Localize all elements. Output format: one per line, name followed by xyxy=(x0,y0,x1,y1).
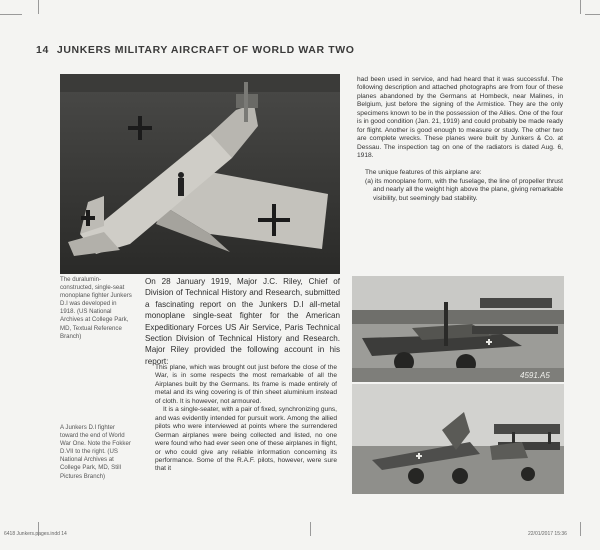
paragraph: had been used in service, and had heard that it was successful. The following description and attached photographs are from four of these planes abandoned by the Germans at Hombeck, near Malines, in Belgium, just before the signing of the Armistice. They are the only specimens known to be in the possession of the Allies. One of the four is in good condition (Jan. 21, 1919) and could probably be made ready for flight. Another is good enough to measure or study. The other two are complete wrecks. These planes were built by Junkers & Co. at Dessau. The inspection tag on one of the radiators is dated Aug. 6, 1918. xyxy=(357,76,564,160)
file-slug: 6418 Junkers.pages.indd 14 xyxy=(4,531,67,537)
crop-mark xyxy=(580,522,581,536)
photo-junkers-field xyxy=(352,276,564,382)
quoted-report xyxy=(155,364,337,474)
running-title: JUNKERS MILITARY AIRCRAFT OF WORLD WAR TWO xyxy=(56,44,355,56)
crop-mark xyxy=(0,14,22,15)
feature-item-a: (a) its monoplane form, with the fuselage, the line of propeller thrust and nearly all the weight high above the plane, giving remarkable visibility, but seemingly bad stability. xyxy=(365,177,563,202)
photo-marking: 4591.A5 xyxy=(520,371,550,380)
page-number: 14 xyxy=(36,44,49,56)
photo-junkers-top xyxy=(60,74,340,274)
lead-paragraph: On 28 January 1919, Major J.C. Riley, Chief of Division of Technical History and Research, submitted a fascinating report on the Junkers D.I all-metal monoplane single-seat fighter for the American Expeditionary Forces US Air Service, Paris Technical Section Division of Technical History and Research. Major Riley provided the following account in his report: xyxy=(145,277,340,366)
photo-junkers-fokker xyxy=(352,384,564,494)
crop-mark xyxy=(585,14,600,15)
crop-mark xyxy=(580,0,581,14)
quote-paragraph: It is a single-seater, with a pair of fixed, synchronizing guns, and was evidently intended for pursuit work. Among the allied pilots who were interviewed at points where the surrendered German airplanes were being collected and listed, no one were found who had ever seen one of these airplanes in flight, or who could give any reliable information concerning its performance. Some of the R.A.F. pilots, however, were sure that it xyxy=(155,406,337,473)
running-header xyxy=(36,44,355,56)
body-text-column-right xyxy=(357,76,563,203)
quote-paragraph: This plane, which was brought out just before the close of the War, is in some respects the most remarkable of all the Airplanes built by the Germans. Its frame is made entirely of metal and its wing covering is of thin sheet aluminium instead of cloth. It is however, not armoured. xyxy=(155,364,337,405)
crop-mark xyxy=(38,0,39,14)
photo-caption: The duralumin-constructed, single-seat monoplane fighter Junkers D.I was developed in 1918. (US National Archives at College Park, MD, Textual Reference Branch) xyxy=(60,276,132,340)
photo-caption: A Junkers D.I fighter toward the end of World War One. Note the Fokker D.VII to the right. (US National Archives at College Park, MD, Still Pictures Branch) xyxy=(60,424,131,480)
features-intro: The unique features of this airplane are: xyxy=(365,168,482,176)
crop-mark xyxy=(310,522,311,536)
print-timestamp: 22/01/2017 15:36 xyxy=(528,531,567,537)
